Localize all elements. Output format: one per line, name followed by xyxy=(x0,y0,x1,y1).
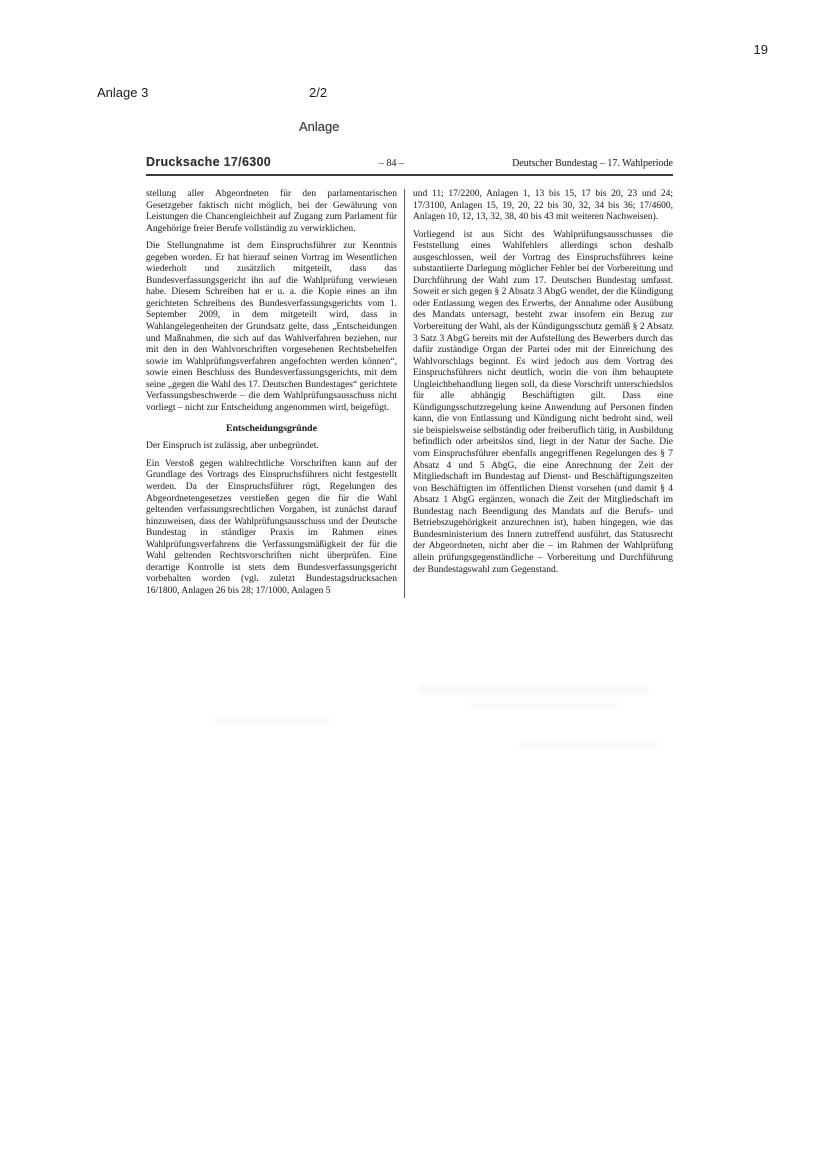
center-page-marker: – 84 – xyxy=(379,158,405,169)
left-paragraph-1: stellung aller Abgeordneten für den parlamentarischen Gesetzgeber faktisch nicht möglich, bei der Gewährung von Leistungen die Chancengleichheit auf Zugang zum Parlament für Angehörige freier Berufe vollständig zu verwirklichen. xyxy=(146,189,397,234)
right-paragraph-1: und 11; 17/2200, Anlagen 1, 13 bis 15, 17 bis 20, 23 und 24; 17/3100, Anlagen 15, 19, 20, 22 bis 30, 32, 34 bis 36; 17/4600, Anlagen 10, 12, 13, 32, 38, 40 bis 43 mit weiteren Nachweisen). xyxy=(413,189,673,223)
left-column xyxy=(146,189,397,598)
bleed-through-artifact xyxy=(418,686,648,694)
bleed-through-artifact xyxy=(520,742,660,749)
left-paragraph-4: Ein Verstoß gegen wahlrechtliche Vorschriften kann auf der Grundlage des Vortrags des Einspruchsführers nicht festgestellt werden. Da der Einspruchsführer rügt, Regelungen des Abgeordnetengesetzes verstießen gegen die für die Wahl geltenden verfassungsrechtlichen Vorgaben, ist zunächst darauf hinzuweisen, dass der Wahlprüfungsausschuss und der Deutsche Bundestag in ständiger Praxis im Rahmen eines Wahlprüfungsverfahrens die Verfassungsmäßigkeit der für die Wahl geltenden Rechtsvorschriften nicht überprüfen. Eine derartige Kontrolle ist stets dem Bundesverfassungsgericht vorbehalten worden (vgl. zuletzt Bundestagsdrucksachen 16/1800, Anlagen 26 bis 28; 17/1000, Anlagen 5 xyxy=(146,458,397,596)
attachment-annotation: Anlage 3 xyxy=(97,85,149,100)
decision-grounds-heading: Entscheidungsgründe xyxy=(226,423,317,435)
right-paragraph-2: Vorliegend ist aus Sicht des Wahlprüfungsausschusses die Feststellung eines Wahlfehlers allerdings schon deshalb ausgeschlossen, weil der Vortrag des Einspruchsführers keine substantiierte Darlegung möglicher Fehler bei der Vorbereitung und Durchführung der Wahl zum 17. Deutschen Bundestag umfasst. Soweit er sich gegen § 2 Absatz 3 AbgG wendet, der die Kündigung oder Entlassung wegen des Erwerbs, der Annahme oder Ausübung des Mandats untersagt, besteht zwar insofern ein Bezug zur Vorbereitung der Wahl, als der Kündigungsschutz gemäß § 2 Absatz 3 Satz 3 AbgG bereits mit der Aufstellung des Bewerbers durch das dafür zuständige Organ der Partei oder mit der Einreichung des Wahlvorschlags beginnt. Es wird jedoch aus dem Vortrag des Einspruchsführers nicht deutlich, worin die von ihm behauptete Ungleichbehandlung liegen soll, da diese Vorschrift unterschiedslos für alle abhängig Beschäftigten gilt. Dass eine Kündigungsschutzregelung keine Anwendung auf Personen finden kann, die von Entlassung und Kündigung nicht bedroht sind, weil sie beispielsweise selbständig oder freiberuflich tätig, in Ausbildung befindlich oder arbeitslos sind, liegt in der Natur der Sache. Die vom Einspruchsführer ebenfalls angegriffenen Regelungen des § 7 Absatz 4 und 5 AbgG, die eine Anrechnung der Zeit der Mitgliedschaft im Bundestag auf Dienst- und Beschäftigungszeiten von Beschäftigten im öffentlichen Dienst vorsehen (und damit § 4 Absatz 1 AbgG ergänzen, wonach die Zeit der Mitgliedschaft im Bundestag nach Beendigung des Mandats auf die Berufs- und Betriebszugehörigkeit anzurechnen ist), haben hingegen, wie das Bundesministerium des Innern zutreffend ausführt, das Statusrecht der Abgeordneten, nicht aber die – im Rahmen der Wahlprüfung allein prüfungsgegenständliche – Vorbereitung und Durchführung der Bundestagswahl zum Gegenstand. xyxy=(413,229,673,575)
scanned-anlage-heading: Anlage xyxy=(299,119,340,134)
drucksache-label: Drucksache xyxy=(146,155,220,169)
bleed-through-artifact xyxy=(470,703,620,709)
right-column xyxy=(413,189,673,598)
drucksache-title xyxy=(146,155,271,169)
bleed-through-artifact xyxy=(210,718,330,725)
page-corner-number: 19 xyxy=(753,42,768,57)
column-divider-rule xyxy=(404,189,405,598)
sheet-counter-annotation: 2/2 xyxy=(309,85,328,100)
two-column-text-block xyxy=(146,189,673,598)
session-prefix: 17/ xyxy=(223,155,242,169)
document-number: 6300 xyxy=(241,155,271,169)
drucksache-document xyxy=(146,155,673,598)
left-paragraph-3: Der Einspruch ist zulässig, aber unbegründet. xyxy=(146,441,319,452)
left-paragraph-2: Die Stellungnahme ist dem Einspruchsführer zur Kenntnis gegeben worden. Er hat hierauf seinen Vortrag im Wesentlichen wiederholt und zusätzlich mitgeteilt, dass das Bundesverfassungsgericht ihn auf die Wahlprüfung verwiesen habe. Diesem Schreiben hat er u. a. die Kopie eines an ihn gerichteten Schreibens des Bundesverfassungsgerichts vom 1. September 2009, in dem mitgeteilt wird, dass in Wahlangelegenheiten der Grundsatz gelte, dass „Entscheidungen und Maßnahmen, die sich auf das Wahlverfahren beziehen, nur mit den in den Wahlvorschriften vorgesehenen Rechtsbehelfen sowie im Wahlprüfungsverfahren angefochten werden können“, sowie einen Beschluss des Bundesverfassungsgerichts, mit dem seine „gegen die Wahl des 17. Deutschen Bundestages“ gerichtete Verfassungsbeschwerde – die dem Wahlprüfungsausschuss nicht vorliegt – nicht zur Entscheidung angenommen wird, beigefügt. xyxy=(146,241,397,413)
document-header xyxy=(146,155,673,176)
bundestag-wahlperiode-title: Deutscher Bundestag – 17. Wahlperiode xyxy=(512,158,673,169)
